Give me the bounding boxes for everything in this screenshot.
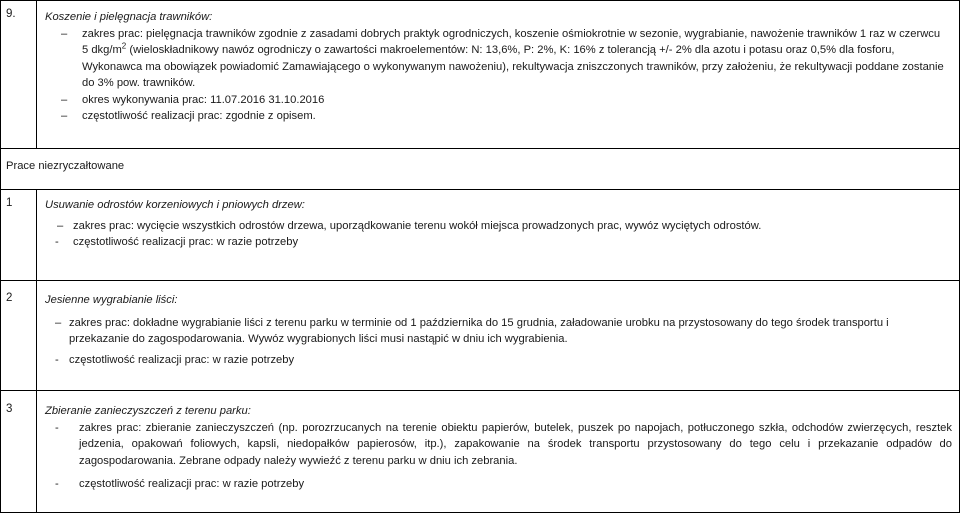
item-1-content xyxy=(45,197,952,251)
dash-marker: ‒ xyxy=(61,27,68,40)
frequency-text: częstotliwość realizacji prac: w razie potrzeby xyxy=(79,478,305,490)
scope-text: Wykonawca ma obowiązek powiadomić Zamawiającego o wykonywanym nawożeniu), rekultywacja zniszczonych trawników, przy założeniu, że rekultywacji poddane zostanie do 3% pow. trawników. xyxy=(82,60,944,89)
row-9-content xyxy=(45,9,952,125)
row-number: 9. xyxy=(6,8,16,20)
row-divider xyxy=(0,148,960,149)
list-item xyxy=(45,315,952,348)
superscript: 2 xyxy=(121,41,127,51)
frequency-text: częstotliwość realizacji prac: w razie potrzeby xyxy=(69,353,295,366)
section-title: Koszenie i pielęgnacja trawników: xyxy=(45,11,213,23)
dash-marker: ‒ xyxy=(61,93,68,106)
dash-marker: ‒ xyxy=(61,110,68,122)
item-title: Zbieranie zanieczyszczeń z terenu parku: xyxy=(45,405,251,417)
scope-text: zakres prac: wycięcie wszystkich odrostów drzewa, uporządkowanie terenu wokół miejsca prowadzonych prac, wywóz wyciętych odrostów. xyxy=(73,219,762,232)
list-item xyxy=(45,26,952,92)
scope-text: zakres prac: zbieranie zanieczyszczeń (np. porozrzucanych na terenie obiektu papierów, butelek, puszek po napojach, potłuczonego szkła, odchodów zwierzęcych, resztek jedzenia, opakowań foliowych, kapsli, niedopałków papierosów, itp.), zapakowanie na środek transportu przystosowany do tego celu i przekazanie odpadów do zagospodarowania. Zebrane odpady należy wywieźć z terenu parku w dniu ich zebrania. xyxy=(79,421,952,467)
scope-text: zakres prac: dokładne wygrabianie liści z terenu parku w terminie od 1 października do 15 grudnia, załadowanie urobku na przystosowany do tego środek transportu i przekazanie do zagospodarowania. Wywóz wygrabionych liści musi nastąpić w dniu ich wygrabienia. xyxy=(69,316,889,345)
item-title: Usuwanie odrostów korzeniowych i pniowych drzew: xyxy=(45,199,305,211)
list-item xyxy=(45,108,952,125)
list-item xyxy=(45,92,952,109)
hyphen-marker: - xyxy=(55,421,59,434)
period-text: okres wykonywania prac: 11.07.2016 31.10.2016 xyxy=(82,93,325,106)
scope-text: 5 dkg/m xyxy=(82,44,122,56)
scope-text: (wieloskładnikowy nawóz ogrodniczy o zawartości makroelementów: N: 13,6%, P: 2%, K: 16% z tolerancją +/- 2% dla azotu i potasu oraz 0,5% dla fosforu, xyxy=(126,44,895,56)
column-divider xyxy=(36,189,37,513)
dash-marker: ‒ xyxy=(57,219,64,232)
row-divider xyxy=(0,189,960,190)
row-number: 1 xyxy=(6,197,13,209)
list-item xyxy=(45,476,952,493)
hyphen-marker: - xyxy=(55,353,59,366)
row-divider xyxy=(0,280,960,281)
hyphen-marker: - xyxy=(55,478,59,490)
list-item xyxy=(45,420,952,470)
item-2-content xyxy=(45,292,952,368)
section-label: Prace niezryczałtowane xyxy=(6,160,125,172)
dash-marker: ‒ xyxy=(55,316,62,329)
column-divider xyxy=(36,0,37,148)
frequency-text: częstotliwość realizacji prac: w razie potrzeby xyxy=(73,236,299,248)
list-item xyxy=(45,218,952,235)
hyphen-marker: - xyxy=(55,236,59,248)
item-3-content xyxy=(45,403,952,493)
list-item xyxy=(45,234,952,251)
row-number: 2 xyxy=(6,292,13,304)
item-title: Jesienne wygrabianie liści: xyxy=(45,294,178,306)
row-number: 3 xyxy=(6,403,13,415)
list-item xyxy=(45,352,952,369)
scope-text: zakres prac: pielęgnacja trawników zgodnie z zasadami dobrych praktyk ogrodniczych, koszenie ośmiokrotnie w sezonie, wygrabianie, nawożenie trawników 1 raz w czerwcu xyxy=(82,27,941,40)
frequency-text: częstotliwość realizacji prac: zgodnie z opisem. xyxy=(82,110,316,122)
row-divider xyxy=(0,390,960,391)
